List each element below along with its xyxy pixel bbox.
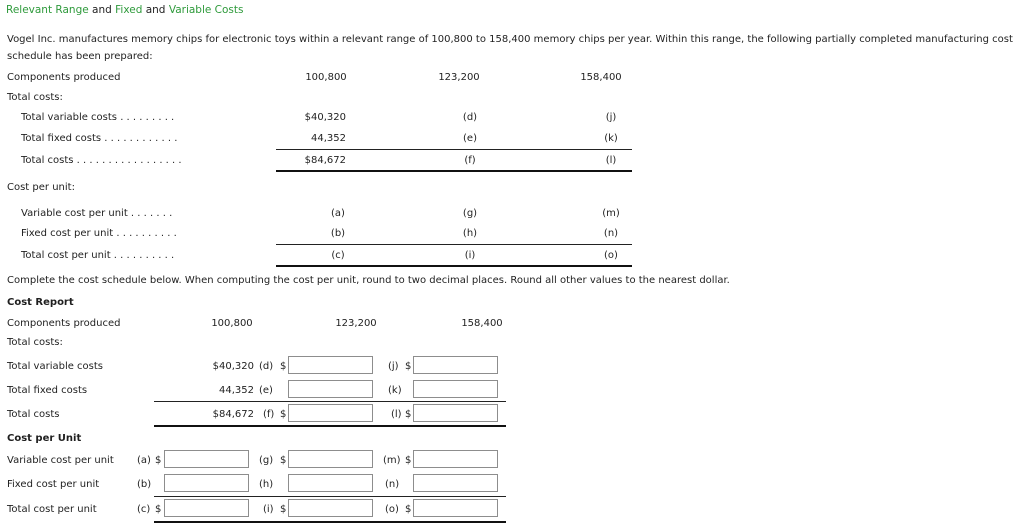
report-components-label: Components produced — [7, 318, 121, 329]
answer-input-n[interactable] — [413, 474, 498, 492]
report-dollar-d: $ — [280, 361, 287, 372]
answer-input-j[interactable] — [413, 356, 498, 374]
report-tag-o: (o) — [385, 504, 399, 515]
answer-input-f[interactable] — [288, 404, 373, 422]
report-dollar-i: $ — [280, 504, 287, 515]
report-vcpu-label: Variable cost per unit — [7, 455, 114, 466]
schedule-col-3: 158,400 — [580, 72, 622, 83]
page-title — [6, 4, 244, 16]
report-col-3: 158,400 — [461, 318, 503, 329]
report-tfc-label: Total fixed costs — [7, 385, 88, 396]
report-cpu-rule — [154, 496, 506, 497]
schedule-fcpu-2: (h) — [462, 228, 478, 239]
title-and-2: and — [145, 4, 166, 16]
schedule-cpu-total-rule — [276, 265, 632, 267]
report-tvc-value: $40,320 — [212, 361, 254, 372]
report-subtotal-rule — [154, 401, 506, 402]
schedule-tfc-label: Total fixed costs . . . . . . . . . . . . — [21, 133, 178, 144]
schedule-cpu-rule — [276, 244, 632, 245]
answer-input-g[interactable] — [288, 450, 373, 468]
report-dollar-f: $ — [280, 409, 287, 420]
report-tag-a: (a) — [137, 455, 151, 466]
schedule-cpu-label: Cost per unit: — [7, 182, 75, 193]
report-tag-c: (c) — [137, 504, 151, 515]
answer-input-o[interactable] — [413, 499, 498, 517]
schedule-fcpu-1: (b) — [330, 228, 346, 239]
report-tcpu-label: Total cost per unit — [7, 504, 97, 515]
report-tag-j: (j) — [388, 361, 399, 372]
answer-input-d[interactable] — [288, 356, 373, 374]
report-total-costs-label: Total costs: — [7, 337, 63, 348]
report-tfc-value: 44,352 — [219, 385, 254, 396]
schedule-fcpu-label: Fixed cost per unit . . . . . . . . . . — [21, 228, 177, 239]
schedule-tcpu-label: Total cost per unit . . . . . . . . . . — [21, 250, 175, 261]
report-tvc-label: Total variable costs — [7, 361, 104, 372]
report-tag-i: (i) — [263, 504, 274, 515]
report-tag-b: (b) — [137, 479, 152, 490]
report-fcpu-label: Fixed cost per unit — [7, 479, 100, 490]
problem-intro: Vogel Inc. manufactures memory chips for electronic toys within a relevant range of 100,800 to 158,400 memory chips per year. Within this range, the following partially completed manufacturing cost schedule has been prepared: — [7, 34, 1013, 62]
report-tag-h: (h) — [259, 479, 274, 490]
schedule-tc-1: $84,672 — [304, 155, 346, 166]
report-total-rule — [154, 425, 506, 427]
schedule-vcpu-3: (m) — [602, 208, 620, 219]
answer-input-c[interactable] — [164, 499, 249, 517]
schedule-tvc-3: (j) — [605, 112, 617, 123]
title-fixed: Fixed — [115, 4, 143, 16]
report-heading: Cost Report — [7, 297, 74, 308]
schedule-tvc-2: (d) — [462, 112, 478, 123]
report-dollar-l: $ — [405, 409, 412, 420]
report-tag-m: (m) — [383, 455, 401, 466]
schedule-vcpu-label: Variable cost per unit . . . . . . . — [21, 208, 173, 219]
title-and-1: and — [92, 4, 112, 16]
schedule-tvc-label: Total variable costs . . . . . . . . . — [21, 112, 175, 123]
schedule-tcpu-1: (c) — [331, 250, 345, 261]
report-tag-d: (d) — [259, 361, 274, 372]
report-dollar-g: $ — [280, 455, 287, 466]
answer-input-a[interactable] — [164, 450, 249, 468]
answer-input-i[interactable] — [288, 499, 373, 517]
instruction-text: Complete the cost schedule below. When computing the cost per unit, round to two decimal places. Round all other values to the nearest dollar. — [7, 275, 730, 286]
title-relevant-range: Relevant Range — [6, 4, 89, 16]
report-cpu-total-rule — [154, 521, 506, 523]
schedule-tcpu-2: (i) — [464, 250, 476, 261]
report-dollar-j: $ — [405, 361, 412, 372]
answer-input-m[interactable] — [413, 450, 498, 468]
answer-input-b[interactable] — [164, 474, 249, 492]
report-dollar-c: $ — [155, 504, 162, 515]
schedule-tc-2: (f) — [464, 155, 476, 166]
report-cpu-heading: Cost per Unit — [7, 433, 82, 444]
answer-input-k[interactable] — [413, 380, 498, 398]
schedule-fcpu-3: (n) — [603, 228, 619, 239]
report-tc-value: $84,672 — [212, 409, 254, 420]
answer-input-h[interactable] — [288, 474, 373, 492]
report-tag-k: (k) — [388, 385, 402, 396]
report-tag-l: (l) — [391, 409, 402, 420]
schedule-vcpu-2: (g) — [462, 208, 478, 219]
report-tc-label: Total costs — [7, 409, 60, 420]
answer-input-l[interactable] — [413, 404, 498, 422]
report-dollar-m: $ — [405, 455, 412, 466]
report-tag-e: (e) — [259, 385, 273, 396]
answer-input-e[interactable] — [288, 380, 373, 398]
report-col-2: 123,200 — [335, 318, 377, 329]
schedule-col-2: 123,200 — [438, 72, 480, 83]
schedule-tc-3: (l) — [605, 155, 617, 166]
report-dollar-o: $ — [405, 504, 412, 515]
schedule-tfc-3: (k) — [604, 133, 618, 144]
schedule-tcpu-3: (o) — [604, 250, 618, 261]
schedule-col-1: 100,800 — [305, 72, 347, 83]
schedule-components-label: Components produced — [7, 72, 121, 83]
schedule-tvc-1: $40,320 — [304, 112, 346, 123]
title-variable-costs: Variable Costs — [168, 4, 244, 16]
schedule-tc-label: Total costs . . . . . . . . . . . . . . . . . — [21, 155, 182, 166]
report-col-1: 100,800 — [211, 318, 253, 329]
schedule-tfc-1: 44,352 — [311, 133, 346, 144]
schedule-total-rule — [276, 170, 632, 172]
report-tag-f: (f) — [263, 409, 275, 420]
schedule-subtotal-rule — [276, 149, 632, 150]
report-tag-n: (n) — [385, 479, 400, 490]
schedule-vcpu-1: (a) — [331, 208, 345, 219]
schedule-tfc-2: (e) — [463, 133, 477, 144]
report-dollar-a: $ — [155, 455, 162, 466]
schedule-total-costs-label: Total costs: — [7, 92, 63, 103]
report-tag-g: (g) — [259, 455, 274, 466]
